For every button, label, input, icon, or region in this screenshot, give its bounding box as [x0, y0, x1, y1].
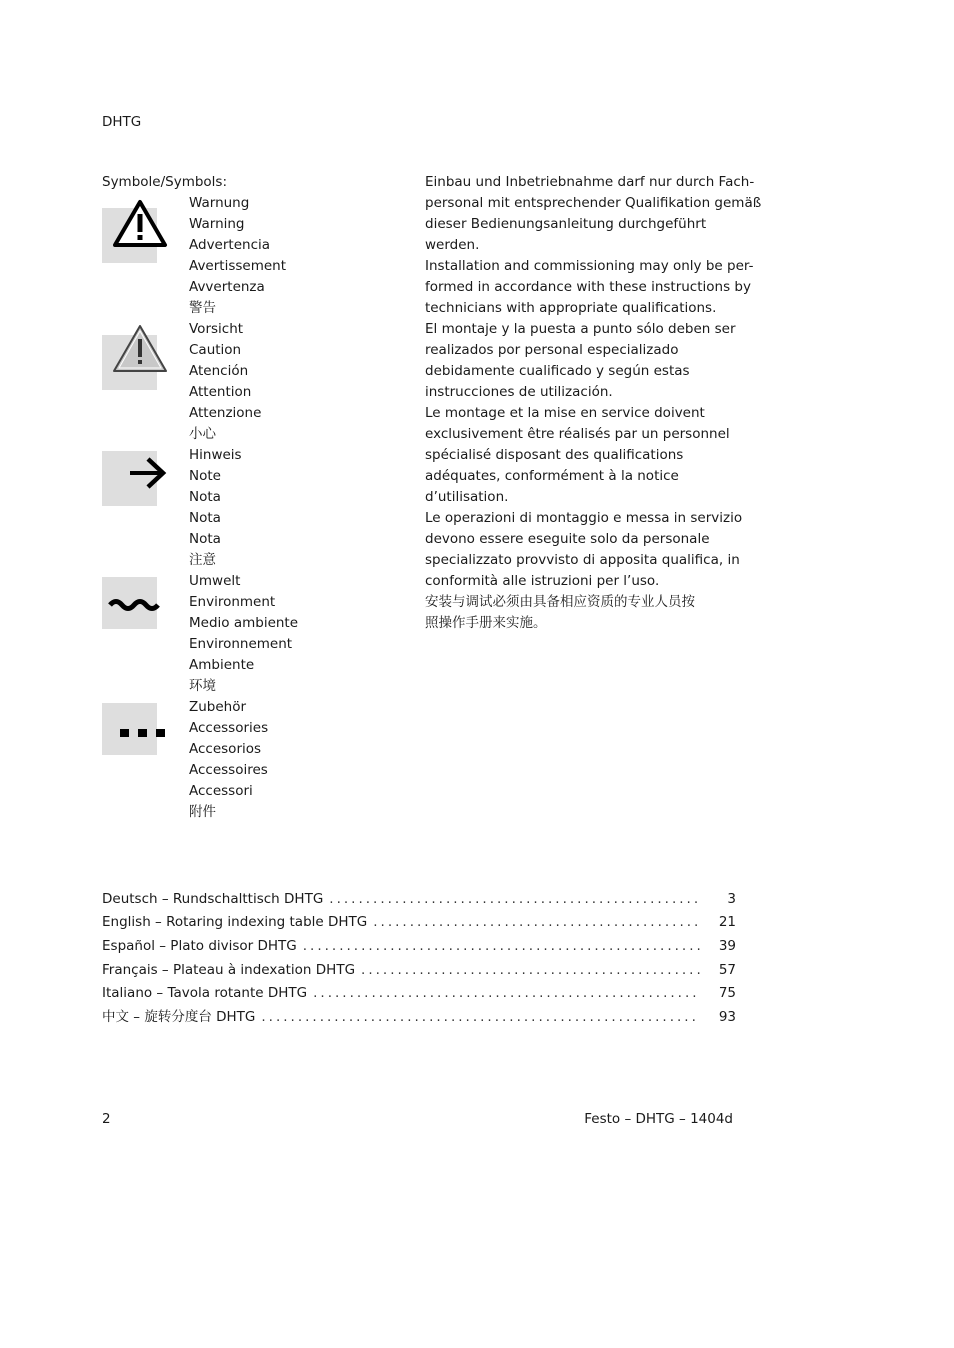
symbol-label: Note	[189, 468, 221, 484]
arrow-right-icon	[102, 451, 157, 506]
symbols-heading: Symbole/Symbols:	[102, 174, 228, 190]
notice-line: exclusivement être réalisés par un personnel	[425, 426, 730, 442]
symbol-label: 附件	[189, 804, 216, 820]
notice-line: technicians with appropriate qualifications.	[425, 300, 717, 316]
symbol-label: Vorsicht	[189, 321, 244, 337]
toc-entry-label: Français – Plateau à indexation DHTG	[102, 962, 356, 978]
toc-page-number: 75	[718, 985, 736, 1001]
notice-line: adéquates, conformément à la notice	[425, 468, 679, 484]
toc-entry-francais[interactable]	[102, 959, 736, 981]
notice-line: Installation and commissioning may only be per-	[425, 258, 754, 274]
notice-line: debidamente cualificado y según estas	[425, 363, 690, 379]
warning-triangle-icon	[102, 208, 157, 263]
notice-line: Le operazioni di montaggio e messa in servizio	[425, 510, 743, 526]
notice-line: werden.	[425, 237, 480, 253]
notice-line: 照操作手册来实施。	[425, 615, 547, 631]
toc-entry-label: 中文 – 旋转分度台 DHTG	[102, 1009, 256, 1025]
toc-entry-label: English – Rotaring indexing table DHTG	[102, 914, 368, 930]
toc-leader-dots	[303, 935, 700, 957]
qualification-notice	[425, 172, 762, 634]
symbol-label: 环境	[189, 678, 216, 694]
symbol-label: Hinweis	[189, 447, 242, 463]
symbol-label: Nota	[189, 489, 221, 505]
toc-entry-label: Italiano – Tavola rotante DHTG	[102, 985, 308, 1001]
symbol-label: Avvertenza	[189, 279, 265, 295]
notice-line: formed in accordance with these instructions by	[425, 279, 751, 295]
toc-entry-chinese[interactable]	[102, 1006, 736, 1028]
page-header-title: DHTG	[102, 114, 142, 130]
notice-line: realizados por personal especializado	[425, 342, 679, 358]
ellipsis-squares-icon	[102, 703, 157, 755]
notice-line: specializzato provvisto di apposita qualifica, in	[425, 552, 740, 568]
notice-line: spécialisé disposant des qualifications	[425, 447, 684, 463]
symbol-label: Attention	[189, 384, 252, 400]
toc-page-number: 39	[718, 938, 736, 954]
footer-doc-id: Festo – DHTG – 1404d	[584, 1111, 733, 1127]
toc-leader-dots	[313, 982, 700, 1004]
symbol-label: Environment	[189, 594, 276, 610]
notice-line: instrucciones de utilización.	[425, 384, 613, 400]
symbol-label: Environnement	[189, 636, 293, 652]
notice-line: conformità alle istruzioni per l’uso.	[425, 573, 660, 589]
toc-page-number: 3	[727, 891, 736, 907]
toc-entry-espanol[interactable]	[102, 935, 736, 957]
notice-line: d’utilisation.	[425, 489, 509, 505]
notice-line: devono essere eseguite solo da personale	[425, 531, 710, 547]
toc-leader-dots	[373, 911, 700, 933]
toc-page-number: 93	[718, 1009, 736, 1025]
symbol-label: Nota	[189, 531, 221, 547]
toc-entry-label: Deutsch – Rundschalttisch DHTG	[102, 891, 324, 907]
notice-line: personal mit entsprechender Qualifikation gemäß	[425, 195, 762, 211]
notice-line: 安装与调试必须由具备相应资质的专业人员按	[425, 594, 695, 610]
symbol-label: Atención	[189, 363, 249, 379]
wave-icon	[102, 577, 157, 629]
symbol-label: Advertencia	[189, 237, 271, 253]
symbol-label: Nota	[189, 510, 221, 526]
toc-leader-dots	[261, 1006, 700, 1028]
symbol-label: Ambiente	[189, 657, 255, 673]
symbol-label: Medio ambiente	[189, 615, 299, 631]
symbol-label: Umwelt	[189, 573, 241, 589]
notice-line: Le montage et la mise en service doivent	[425, 405, 705, 421]
symbol-labels	[189, 193, 298, 823]
toc-page-number: 21	[718, 914, 736, 930]
toc-page-number: 57	[718, 962, 736, 978]
toc-leader-dots	[329, 888, 700, 910]
toc-entry-italiano[interactable]	[102, 982, 736, 1004]
notice-line: Einbau und Inbetriebnahme darf nur durch Fach-	[425, 174, 755, 190]
symbol-label: 警告	[189, 300, 216, 316]
symbol-label: 小心	[189, 426, 216, 442]
toc-entry-english[interactable]	[102, 911, 736, 933]
symbol-label: Accesorios	[189, 741, 262, 757]
symbol-label: Accessories	[189, 720, 269, 736]
toc-entry-deutsch[interactable]	[102, 888, 736, 910]
footer-page-number: 2	[102, 1111, 111, 1127]
notice-line: El montaje y la puesta a punto sólo deben ser	[425, 321, 736, 337]
symbol-label: Warnung	[189, 195, 250, 211]
symbol-label: Caution	[189, 342, 242, 358]
symbol-label: Accessoires	[189, 762, 268, 778]
toc-entry-label: Español – Plato divisor DHTG	[102, 938, 297, 954]
symbol-label: Accessori	[189, 783, 253, 799]
symbol-label: 注意	[189, 552, 216, 568]
caution-triangle-icon	[102, 335, 157, 390]
symbol-label: Zubehör	[189, 699, 247, 715]
notice-line: dieser Bedienungsanleitung durchgeführt	[425, 216, 707, 232]
symbol-label: Warning	[189, 216, 245, 232]
symbol-label: Avertissement	[189, 258, 287, 274]
symbol-label: Attenzione	[189, 405, 262, 421]
toc-leader-dots	[361, 959, 700, 981]
